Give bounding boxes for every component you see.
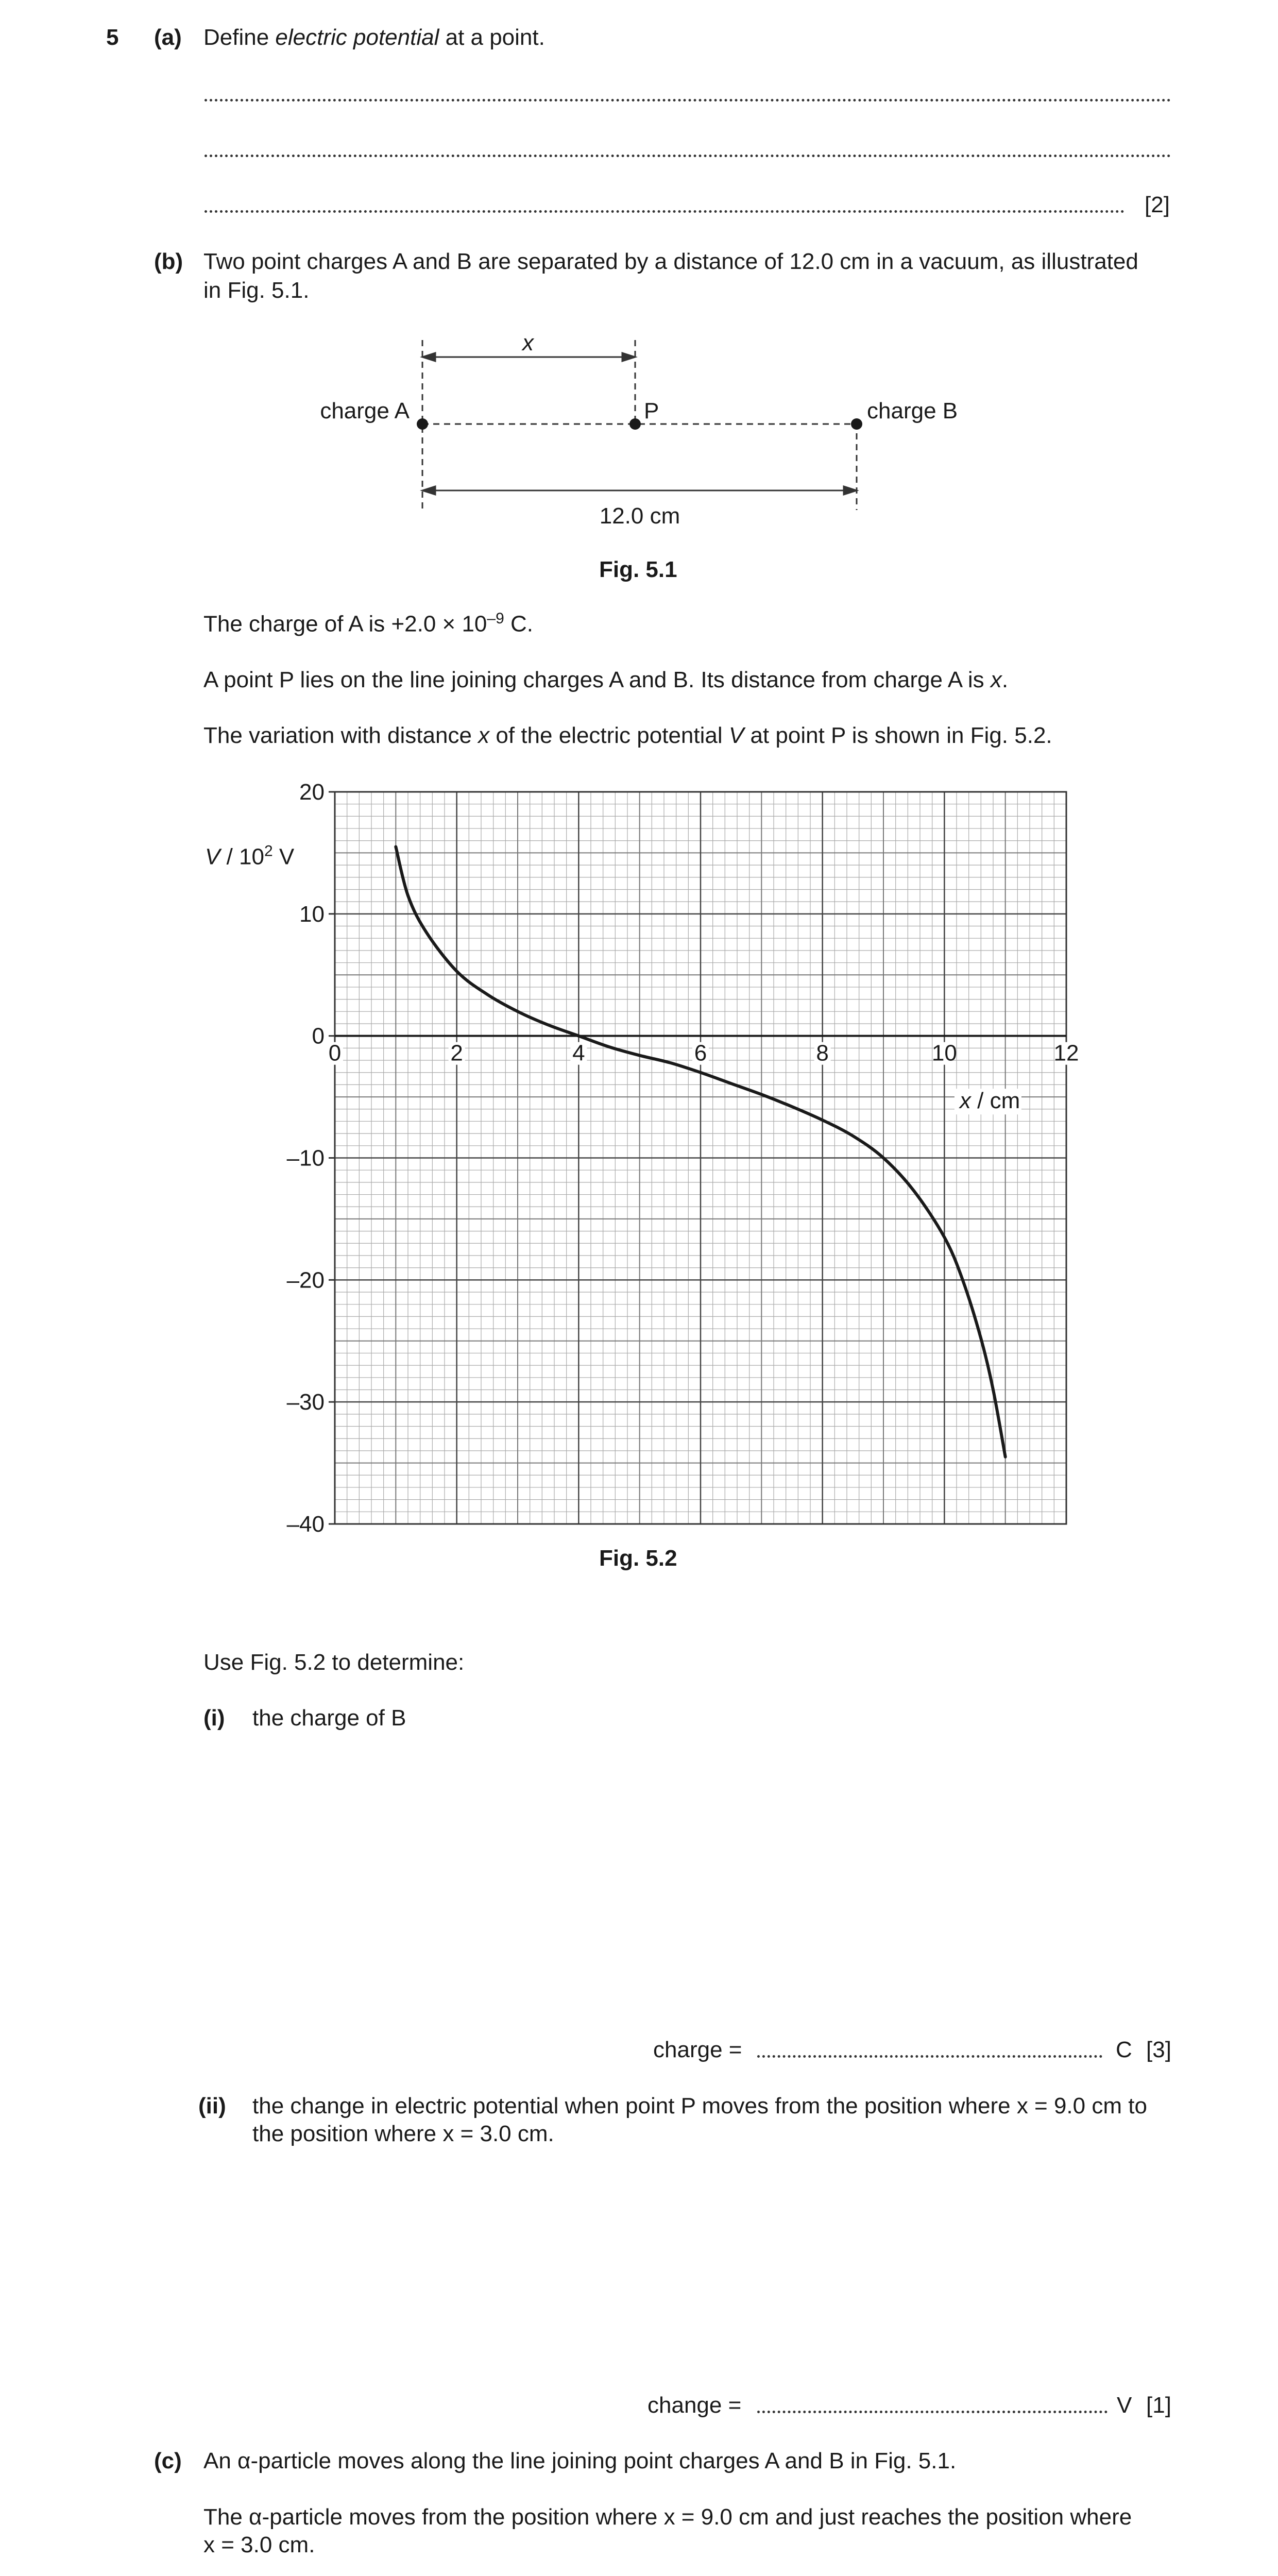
charge-a-exponent: –9 (487, 610, 504, 627)
figure-5-2-chart (196, 773, 1123, 1556)
charge-a-unit: C. (504, 611, 533, 637)
charge-answer-unit: C (1116, 2037, 1132, 2062)
sub-i-label: (i) (203, 1705, 225, 1731)
fig1-charge-a-label: charge A (320, 398, 410, 423)
fig1-charge-b-label: charge B (867, 398, 958, 423)
part-b-intro-line-2: in Fig. 5.1. (203, 278, 310, 303)
change-answer-unit: V (1117, 2393, 1132, 2418)
part-a-question (203, 23, 545, 52)
part-c-line-1: An α-particle moves along the line joining point charges A and B in Fig. 5.1. (203, 2448, 957, 2473)
question-number: 5 (106, 25, 119, 50)
sub-ii-mark: [1] (1146, 2393, 1171, 2418)
x-tick-labels (327, 1041, 1079, 1066)
variation-x: x (478, 723, 490, 748)
use-figure-instruction: Use Fig. 5.2 to determine: (203, 1650, 465, 1675)
answer-line-a-1[interactable] (205, 99, 1171, 101)
part-c-label: (c) (154, 2448, 182, 2473)
y-tick-label: –10 (286, 1145, 325, 1171)
part-a-label: (a) (154, 25, 182, 50)
point-p-dot (629, 418, 641, 430)
x-tick-label: 4 (572, 1040, 585, 1066)
part-a-text-end: at a point. (439, 25, 545, 50)
point-p-variable: x (990, 667, 1002, 692)
y-tick-label: –20 (286, 1267, 325, 1293)
x-axis-label: x / cm (959, 1088, 1020, 1114)
charge-b-dot (851, 418, 862, 430)
point-p-text: A point P lies on the line joining charges A and B. Its distance from charge A is (203, 667, 991, 692)
part-c-line-3: x = 3.0 cm. (203, 2532, 315, 2557)
sub-ii-line-1: the change in electric potential when point P moves from the position where x = 9.0 cm to (252, 2093, 1147, 2119)
y-axis-label: V / $10^2$ V (205, 842, 295, 870)
y-tick-label: 20 (299, 779, 325, 805)
fig-5-1-caption: Fig. 5.1 (599, 557, 677, 582)
part-c-line-2: The α-particle moves from the position where x = 9.0 cm and just reaches the position where (203, 2504, 1132, 2530)
variation-text-2: of the electric potential (489, 723, 729, 748)
answer-line-a-3[interactable] (205, 210, 1124, 213)
sub-ii-label: (ii) (198, 2093, 226, 2119)
y-tick-label: 10 (299, 901, 325, 927)
fig1-point-p-label: P (644, 398, 659, 423)
variation-v: V (728, 723, 744, 748)
y-tick-labels (287, 779, 335, 1537)
sub-ii-line-2: the position where x = 3.0 cm. (252, 2121, 554, 2146)
answer-line-a-2[interactable] (205, 155, 1171, 157)
y-tick-label: 0 (312, 1023, 325, 1049)
charge-a-text: The charge of A is +2.0 × 10 (203, 611, 487, 637)
x-tick-label: 0 (328, 1040, 342, 1066)
charge-a-statement (203, 609, 533, 638)
x-tick-label: 2 (450, 1040, 463, 1066)
figure-5-1 (309, 325, 979, 531)
fig-5-2-caption: Fig. 5.2 (599, 1546, 677, 1571)
part-a-text: Define (203, 25, 276, 50)
variation-statement (203, 721, 1052, 750)
variation-text-3: at point P is shown in Fig. 5.2. (744, 723, 1052, 748)
x-tick-label: 8 (816, 1040, 829, 1066)
change-answer-line[interactable] (757, 2411, 1107, 2413)
point-p-text-end: . (1001, 667, 1009, 692)
fig1-distance-label: 12.0 cm (599, 503, 680, 529)
point-p-statement (203, 666, 1008, 694)
change-answer-prefix: change = (647, 2393, 742, 2418)
x-tick-label: 10 (931, 1040, 957, 1066)
part-b-intro-line-1: Two point charges A and B are separated by a distance of 12.0 cm in a vacuum, as illustrated (203, 249, 1138, 274)
x-tick-label: 6 (694, 1040, 707, 1066)
charge-a-dot (417, 418, 428, 430)
part-a-emphasis: electric potential (275, 25, 439, 50)
variation-text-1: The variation with distance (203, 723, 479, 748)
x-tick-label: 12 (1053, 1040, 1079, 1066)
y-tick-label: –40 (286, 1512, 325, 1537)
charge-answer-line[interactable] (757, 2055, 1102, 2058)
sub-i-mark: [3] (1146, 2037, 1171, 2062)
part-b-label: (b) (154, 249, 183, 274)
y-tick-label: –30 (286, 1389, 325, 1415)
part-a-mark: [2] (1145, 192, 1170, 217)
sub-i-text: the charge of B (252, 1705, 406, 1731)
charge-answer-prefix: charge = (653, 2037, 742, 2062)
fig1-x-label: x (522, 330, 534, 355)
